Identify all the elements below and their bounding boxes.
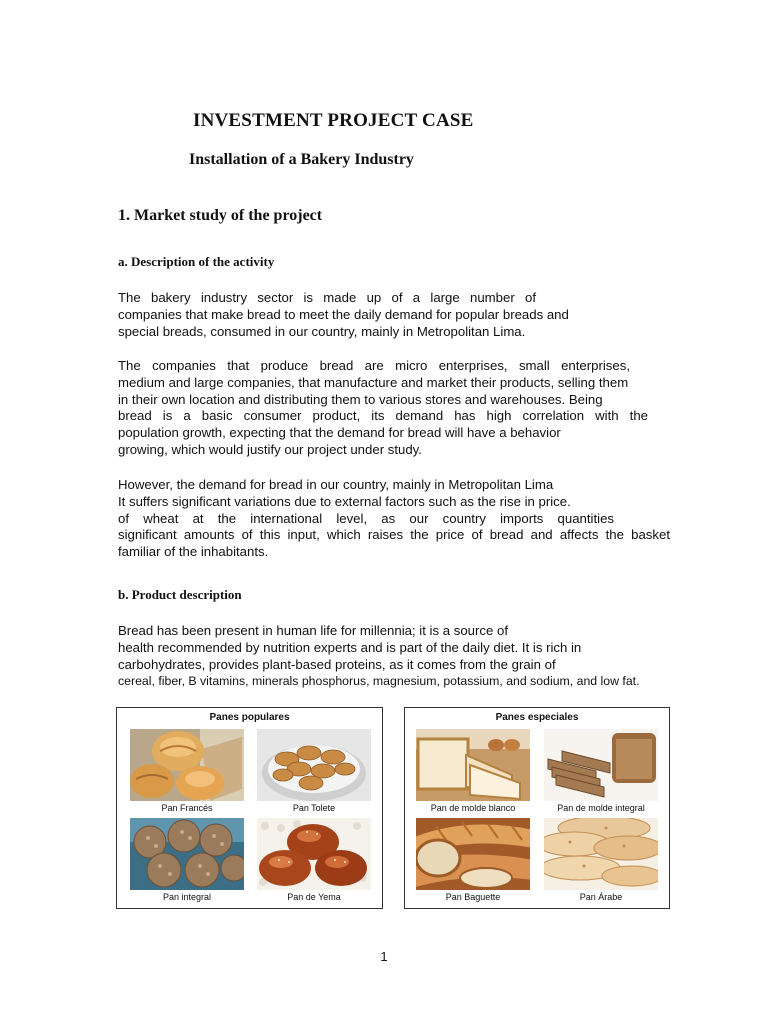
text-line: However, the demand for bread in our country, mainly in Metropolitan Lima — [118, 477, 554, 492]
bread-photo-pan-arabe — [544, 818, 658, 890]
bread-photo-pan-frances — [130, 729, 244, 801]
text-line: health recommended by nutrition experts and is part of the daily diet. It is rich in — [118, 639, 582, 655]
paragraph — [118, 358, 670, 459]
text-line: cereal, fiber, B vitamins, minerals phosphorus, magnesium, potassium, and sodium, and low fat. — [118, 674, 640, 689]
photo-caption: Pan Tolete — [292, 803, 336, 813]
panel-title: Panes populares — [209, 712, 290, 723]
text-line: bread is a basic consumer product, its demand has high correlation with the — [118, 408, 648, 424]
text-line: population growth, expecting that the demand for bread will have a behavior — [118, 425, 561, 441]
paragraph — [118, 623, 670, 690]
bread-photo-pan-de-yema — [257, 818, 371, 890]
text-line: familiar of the inhabitants. — [118, 544, 269, 560]
text-line: It suffers significant variations due to external factors such as the rise in price. — [118, 493, 571, 509]
bread-photo-pan-integral — [130, 818, 244, 890]
text-line: growing, which would justify our project under study. — [118, 441, 422, 457]
text-line: Bread has been present in human life for millennia; it is a source of — [118, 623, 508, 638]
document-title: INVESTMENT PROJECT CASE — [193, 110, 474, 131]
text-line: special breads, consumed in our country, mainly in Metropolitan Lima. — [118, 323, 526, 339]
text-line: companies that make bread to meet the daily demand for popular breads and — [118, 306, 569, 322]
bread-photo-pan-de-molde-blanco — [416, 729, 530, 801]
bread-panel-popular — [116, 707, 383, 909]
document-subtitle: Installation of a Bakery Industry — [189, 151, 414, 168]
text-line: The bakery industry sector is made up of a large number of — [118, 290, 536, 305]
bread-panel-special — [404, 707, 670, 909]
photo-caption: Pan integral — [162, 892, 212, 902]
paragraph — [118, 477, 670, 561]
section-heading: 1. Market study of the project — [118, 207, 323, 224]
paragraph — [118, 290, 670, 340]
text-line: medium and large companies, that manufacture and market their products, selling them — [118, 374, 629, 390]
bread-photo-pan-baguette — [416, 818, 530, 890]
photo-caption: Pan Árabe — [579, 892, 623, 902]
text-line: of wheat at the international level, as our country imports quantities — [118, 510, 614, 526]
page-number: 1 — [380, 949, 388, 964]
photo-caption: Pan de Yema — [287, 892, 341, 902]
text-line: The companies that produce bread are micro enterprises, small enterprises, — [118, 358, 630, 373]
text-line: significant amounts of this input, which raises the price of bread and affects the basket — [118, 527, 670, 543]
bread-photo-pan-de-molde-integral — [544, 729, 658, 801]
subsection-heading-description-activity: a. Description of the activity — [118, 254, 275, 269]
photo-caption: Pan Francés — [161, 803, 213, 813]
photo-caption: Pan de molde integral — [557, 803, 645, 813]
photo-caption: Pan de molde blanco — [430, 803, 516, 813]
panel-title: Panes especiales — [495, 712, 579, 723]
bread-photo-pan-tolete — [257, 729, 371, 801]
photo-caption: Pan Baguette — [445, 892, 501, 902]
text-line: carbohydrates, provides plant-based proteins, as it comes from the grain of — [118, 656, 556, 672]
subsection-heading-product-description: b. Product description — [118, 587, 242, 602]
text-line: in their own location and distributing them to various stores and warehouses. Being — [118, 391, 603, 407]
